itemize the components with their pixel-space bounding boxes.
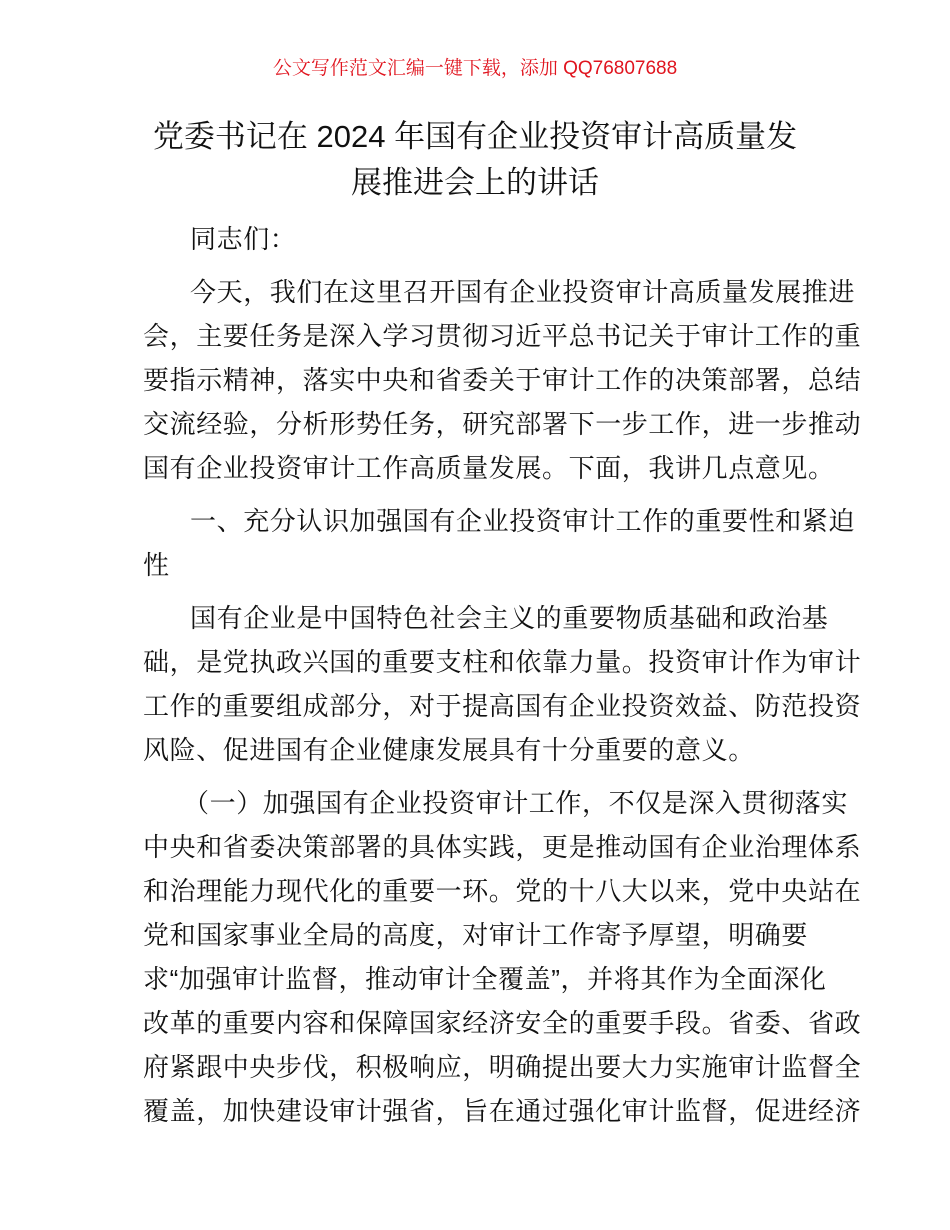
text-line: 性 bbox=[143, 550, 170, 580]
paragraph-subsection-1 bbox=[143, 781, 862, 1133]
text-line: 改革的重要内容和保障国家经济安全的重要手段。省委、省政 bbox=[143, 1008, 862, 1038]
text-line: 求“加强审计监督，推动审计全覆盖”，并将其作为全面深化 bbox=[143, 964, 827, 994]
text-line: 会，主要任务是深入学习贯彻习近平总书记关于审计工作的重 bbox=[143, 321, 862, 351]
section-heading bbox=[143, 499, 856, 587]
text-line: 国有企业投资审计工作高质量发展。下面，我讲几点意见。 bbox=[143, 453, 835, 483]
text-line: 风险、促进国有企业健康发展具有十分重要的意义。 bbox=[143, 735, 755, 765]
text-line: 工作的重要组成部分，对于提高国有企业投资效益、防范投资 bbox=[143, 691, 862, 721]
text-line: （一）加强国有企业投资审计工作，不仅是深入贯彻落实 bbox=[183, 788, 849, 818]
text-line: 党和国家事业全局的高度，对审计工作寄予厚望，明确要 bbox=[143, 920, 809, 950]
page-title bbox=[120, 114, 830, 206]
paragraph bbox=[143, 596, 862, 772]
title-line: 展推进会上的讲话 bbox=[351, 165, 599, 200]
text-line: 交流经验，分析形势任务，研究部署下一步工作，进一步推动 bbox=[143, 409, 862, 439]
text-line: 同志们： bbox=[190, 224, 297, 254]
text-line: 覆盖，加快建设审计强省，旨在通过强化审计监督，促进经济 bbox=[143, 1096, 862, 1126]
text-line: 要指示精神，落实中央和省委关于审计工作的决策部署，总结 bbox=[143, 365, 862, 395]
text-line: 府紧跟中央步伐，积极响应，明确提出要大力实施审计监督全 bbox=[143, 1052, 862, 1082]
text-line: 一、充分认识加强国有企业投资审计工作的重要性和紧迫 bbox=[190, 506, 856, 536]
text-line: 中央和省委决策部署的具体实践，更是推动国有企业治理体系 bbox=[143, 832, 862, 862]
text-line: 国有企业是中国特色社会主义的重要物质基础和政治基 bbox=[190, 603, 829, 633]
text-line: 今天，我们在这里召开国有企业投资审计高质量发展推进 bbox=[190, 277, 856, 307]
salutation bbox=[143, 217, 813, 261]
download-banner: 公文写作范文汇编一键下载，添加 QQ76807688 bbox=[272, 58, 678, 79]
title-line: 党委书记在 2024 年国有企业投资审计高质量发 bbox=[152, 119, 798, 154]
text-line: 和治理能力现代化的重要一环。党的十八大以来，党中央站在 bbox=[143, 876, 862, 906]
paragraph-intro bbox=[143, 270, 862, 490]
document-body bbox=[143, 217, 862, 1142]
text-line: 础，是党执政兴国的重要支柱和依靠力量。投资审计作为审计 bbox=[143, 647, 862, 677]
